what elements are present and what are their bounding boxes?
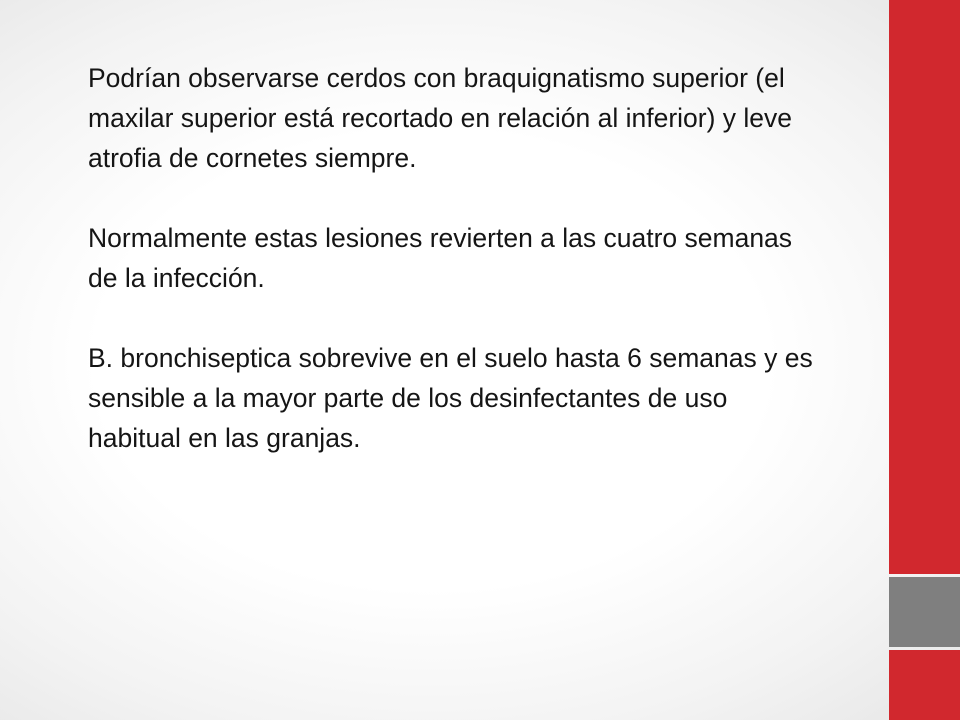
side-bar-red-bottom <box>889 650 960 720</box>
paragraph-bronchiseptica: B. bronchiseptica sobrevive en el suelo hasta 6 semanas y es sensible a la mayor parte de los desinfectantes de uso habitual en las granjas. <box>88 343 813 453</box>
side-bar-red-top <box>889 0 960 574</box>
decorative-side-bar <box>889 0 960 720</box>
paragraph-lesiones: Normalmente estas lesiones revierten a las cuatro semanas de la infección. <box>88 223 793 293</box>
paragraph-braquignatismo: Podrían observarse cerdos con braquignatismo superior (el maxilar superior está recortado en relación al inferior) y leve atrofia de cornetes siempre. <box>88 63 793 173</box>
slide-body <box>88 58 818 498</box>
side-bar-gray-block <box>889 577 960 647</box>
